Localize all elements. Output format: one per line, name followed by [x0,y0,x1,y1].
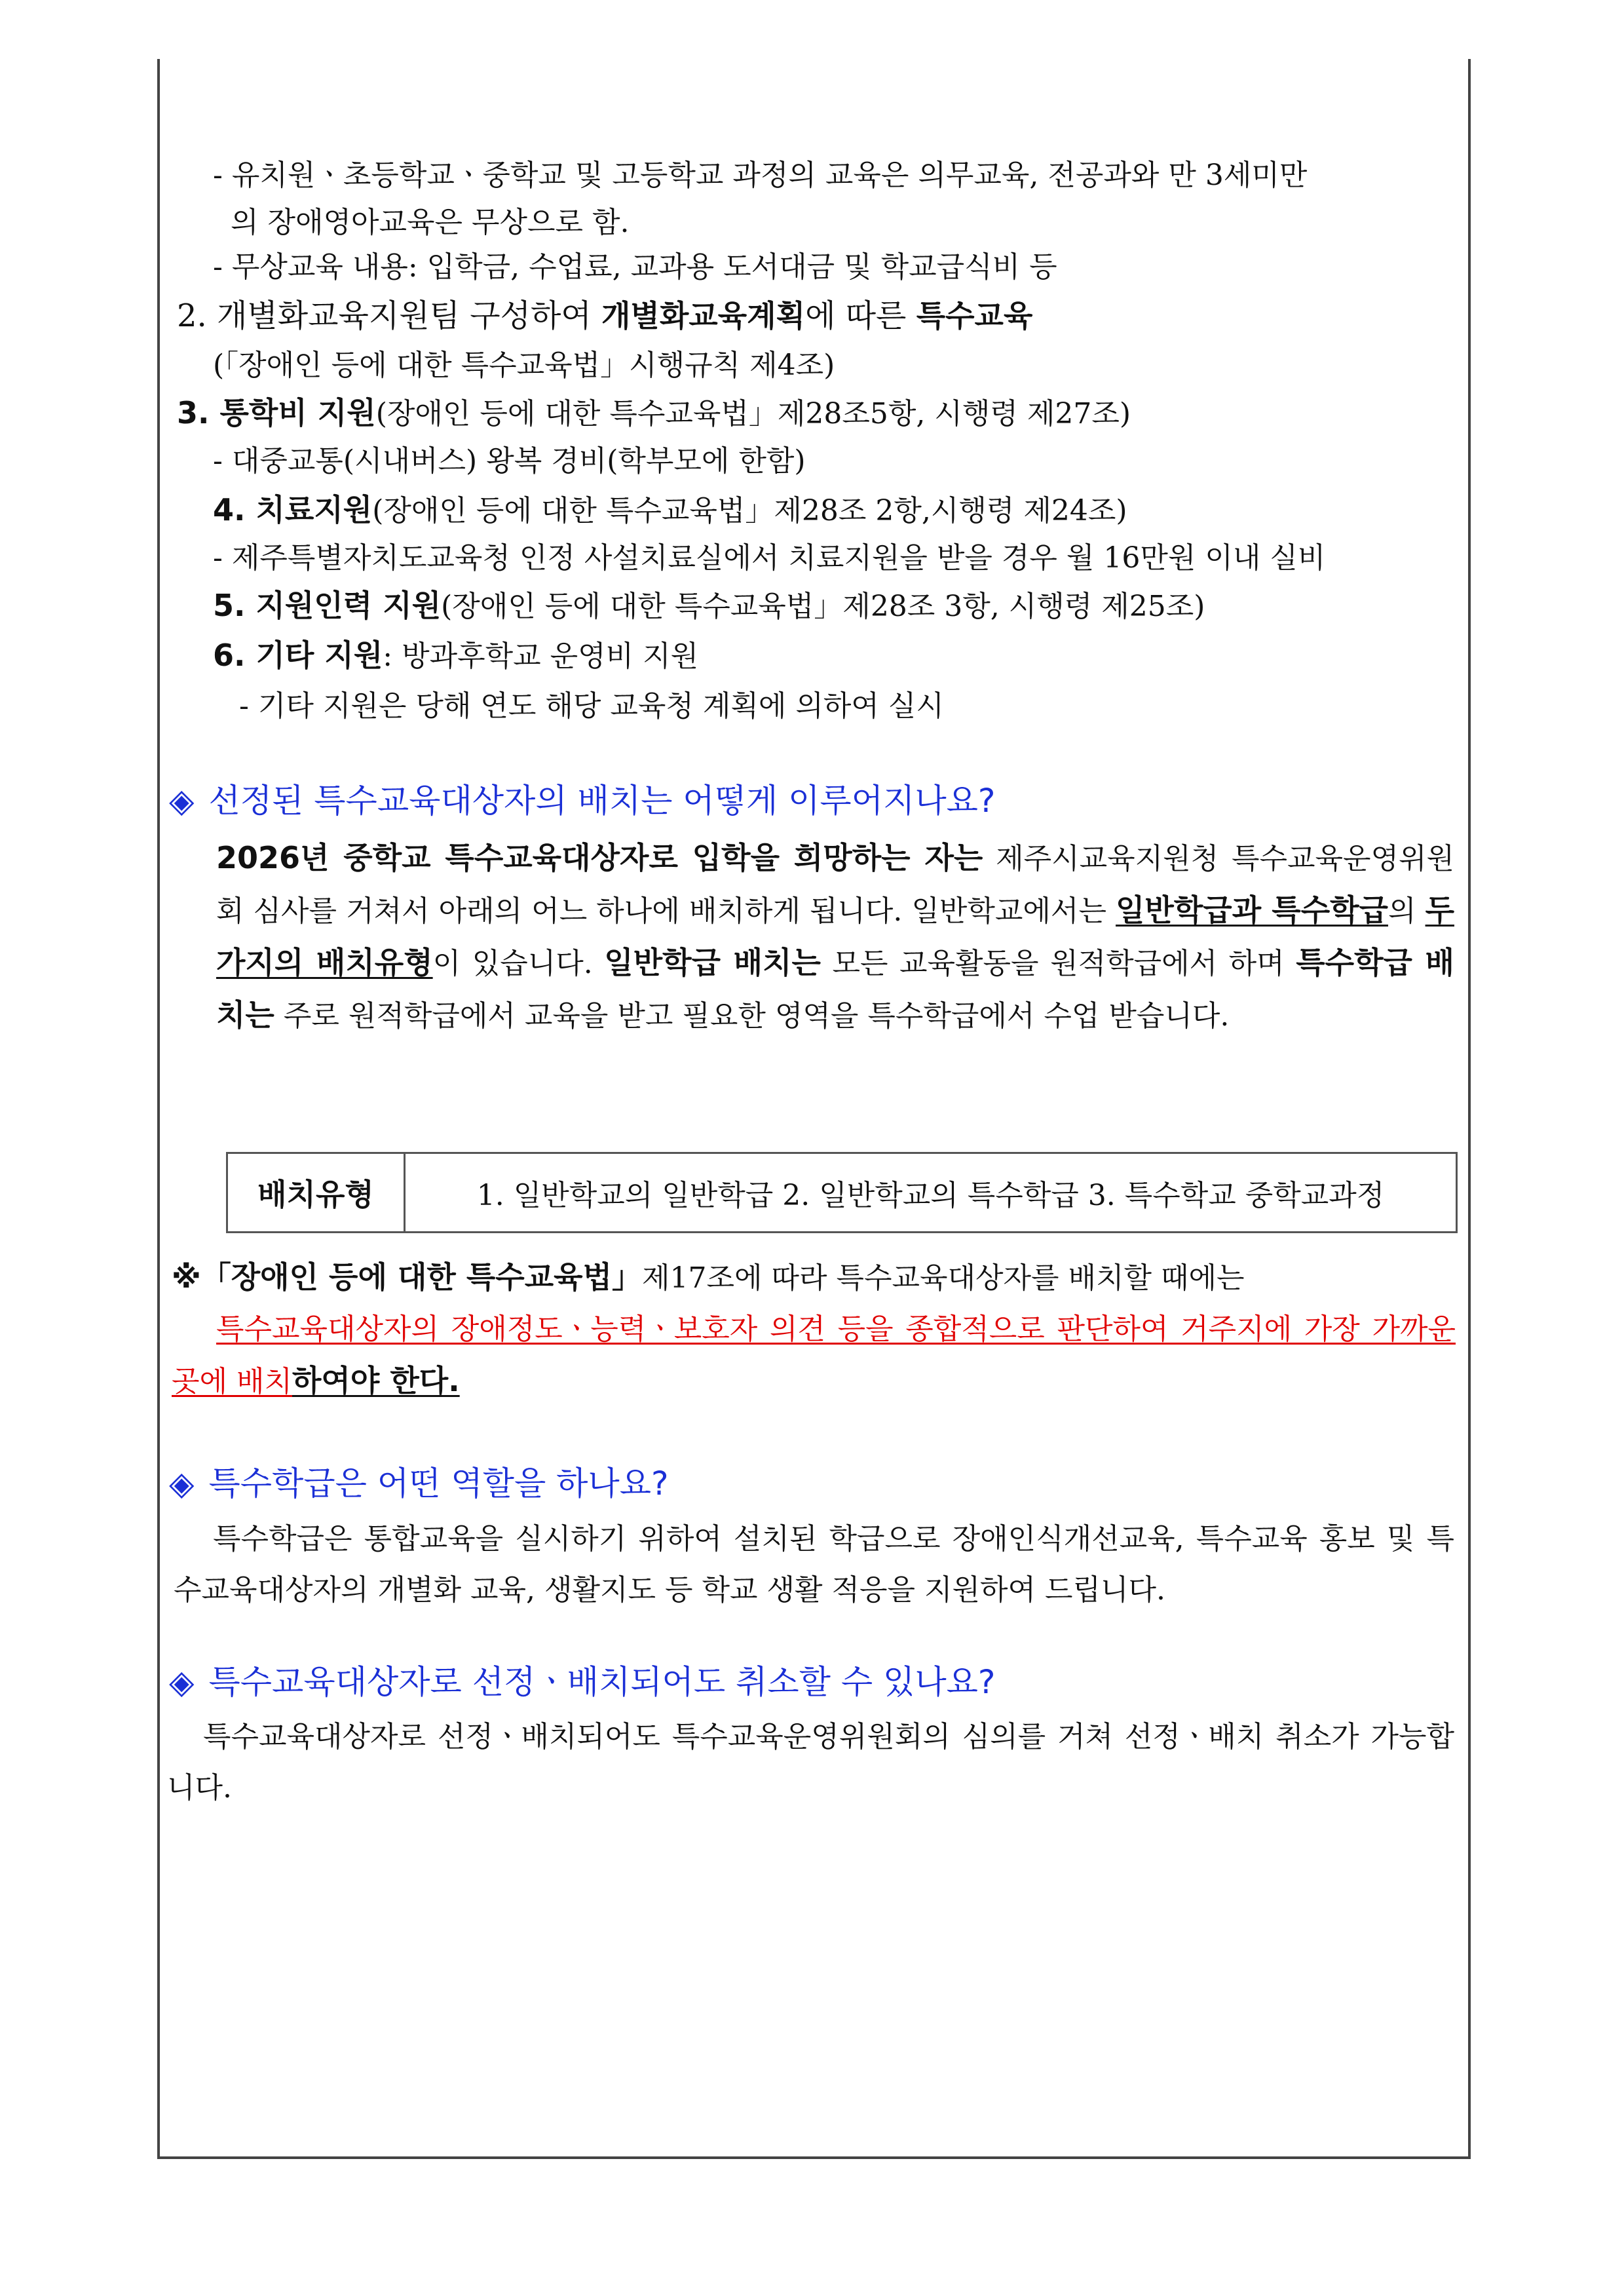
item-4: 4. 치료지원(장애인 등에 대한 특수교육법」제28조 2항,시행령 제24조) [213,492,1127,527]
free-education-items: - 무상교육 내용: 입학금, 수업료, 교과용 도서대금 및 학교급식비 등 [213,250,1057,284]
item-5: 5. 지원인력 지원(장애인 등에 대한 특수교육법」제28조 3항, 시행령 제25조) [213,588,1205,623]
placement-paragraph: 2026년 중학교 특수교육대상자로 입학을 희망하는 자는 제주시교육지원청 특수교육운영위원회 심사를 거쳐서 아래의 어느 하나에 배치하게 됩니다. 일반학교에서는 일반학급과 특수학급의 두 가지의 배치유형이 있습니다. 일반학급 배치는 모든 교육활동을 원적학급에서 하며 특수학급 배치는 주로 원적학급에서 교육을 받고 필요한 영역을 특수학급에서 수업 받습니다. [216,840,1454,1033]
section-heading-cancellation: ◈ 특수교육대상자로 선정ㆍ배치되어도 취소할 수 있나요? [169,1663,996,1701]
item-2: 2. 개별화교육지원팀 구성하여 개별화교육계획에 따른 특수교육 [177,297,1033,334]
table-content: 1. 일반학교의 일반학급 2. 일반학교의 특수학급 3. 특수학교 중학교과정 [476,1179,1385,1212]
item-6: 6. 기타 지원: 방과후학교 운영비 지원 [213,638,699,673]
item-3-detail: - 대중교통(시내버스) 왕복 경비(학부모에 한함) [213,444,806,478]
free-education-line-2: 의 장애영아교육은 무상으로 함. [231,206,630,239]
diamond-icon: ◈ [169,782,195,820]
item-4-detail: - 제주특별자치도교육청 인정 사설치료실에서 치료지원을 받을 경우 월 16만원 이내 실비 [213,541,1326,575]
diamond-icon: ◈ [169,1464,195,1502]
diamond-icon: ◈ [169,1663,195,1701]
item-6-detail: - 기타 지원은 당해 연도 해당 교육청 계획에 의하여 실시 [239,689,944,723]
placement-type-table [226,1152,1458,1233]
free-education-line: - 유치원ㆍ초등학교ㆍ중학교 및 고등학교 과정의 교육은 의무교육, 전공과와 만 3세미만 [213,159,1308,192]
item-2-reference: (「장애인 등에 대한 특수교육법」시행규칙 제4조) [213,349,835,382]
item-3: 3. 통학비 지원(장애인 등에 대한 특수교육법」제28조5항, 시행령 제27조) [177,395,1131,430]
law-note: ※「장애인 등에 대한 특수교육법」제17조에 따라 특수교육대상자를 배치할 때에는 특수교육대상자의 장애정도ㆍ능력ㆍ보호자 의견 등을 종합적으로 판단하여 거주지에 가장 가까운 곳에 배치하여야 한다. [172,1259,1456,1398]
section-heading-placement: ◈ 선정된 특수교육대상자의 배치는 어떻게 이루어지나요? [169,782,996,820]
cancellation-paragraph: 특수교육대상자로 선정ㆍ배치되어도 특수교육운영위원회의 심의를 거쳐 선정ㆍ배치 취소가 가능합니다. [167,1720,1454,1805]
special-class-paragraph: 특수학급은 통합교육을 실시하기 위하여 설치된 학급으로 장애인식개선교육, 특수교육 홍보 및 특수교육대상자의 개별화 교육, 생활지도 등 학교 생활 적응을 지원하여 드립니다. [174,1522,1454,1607]
table-header: 배치유형 [228,1154,406,1231]
section-heading-special-class: ◈ 특수학급은 어떤 역할을 하나요? [169,1464,669,1502]
